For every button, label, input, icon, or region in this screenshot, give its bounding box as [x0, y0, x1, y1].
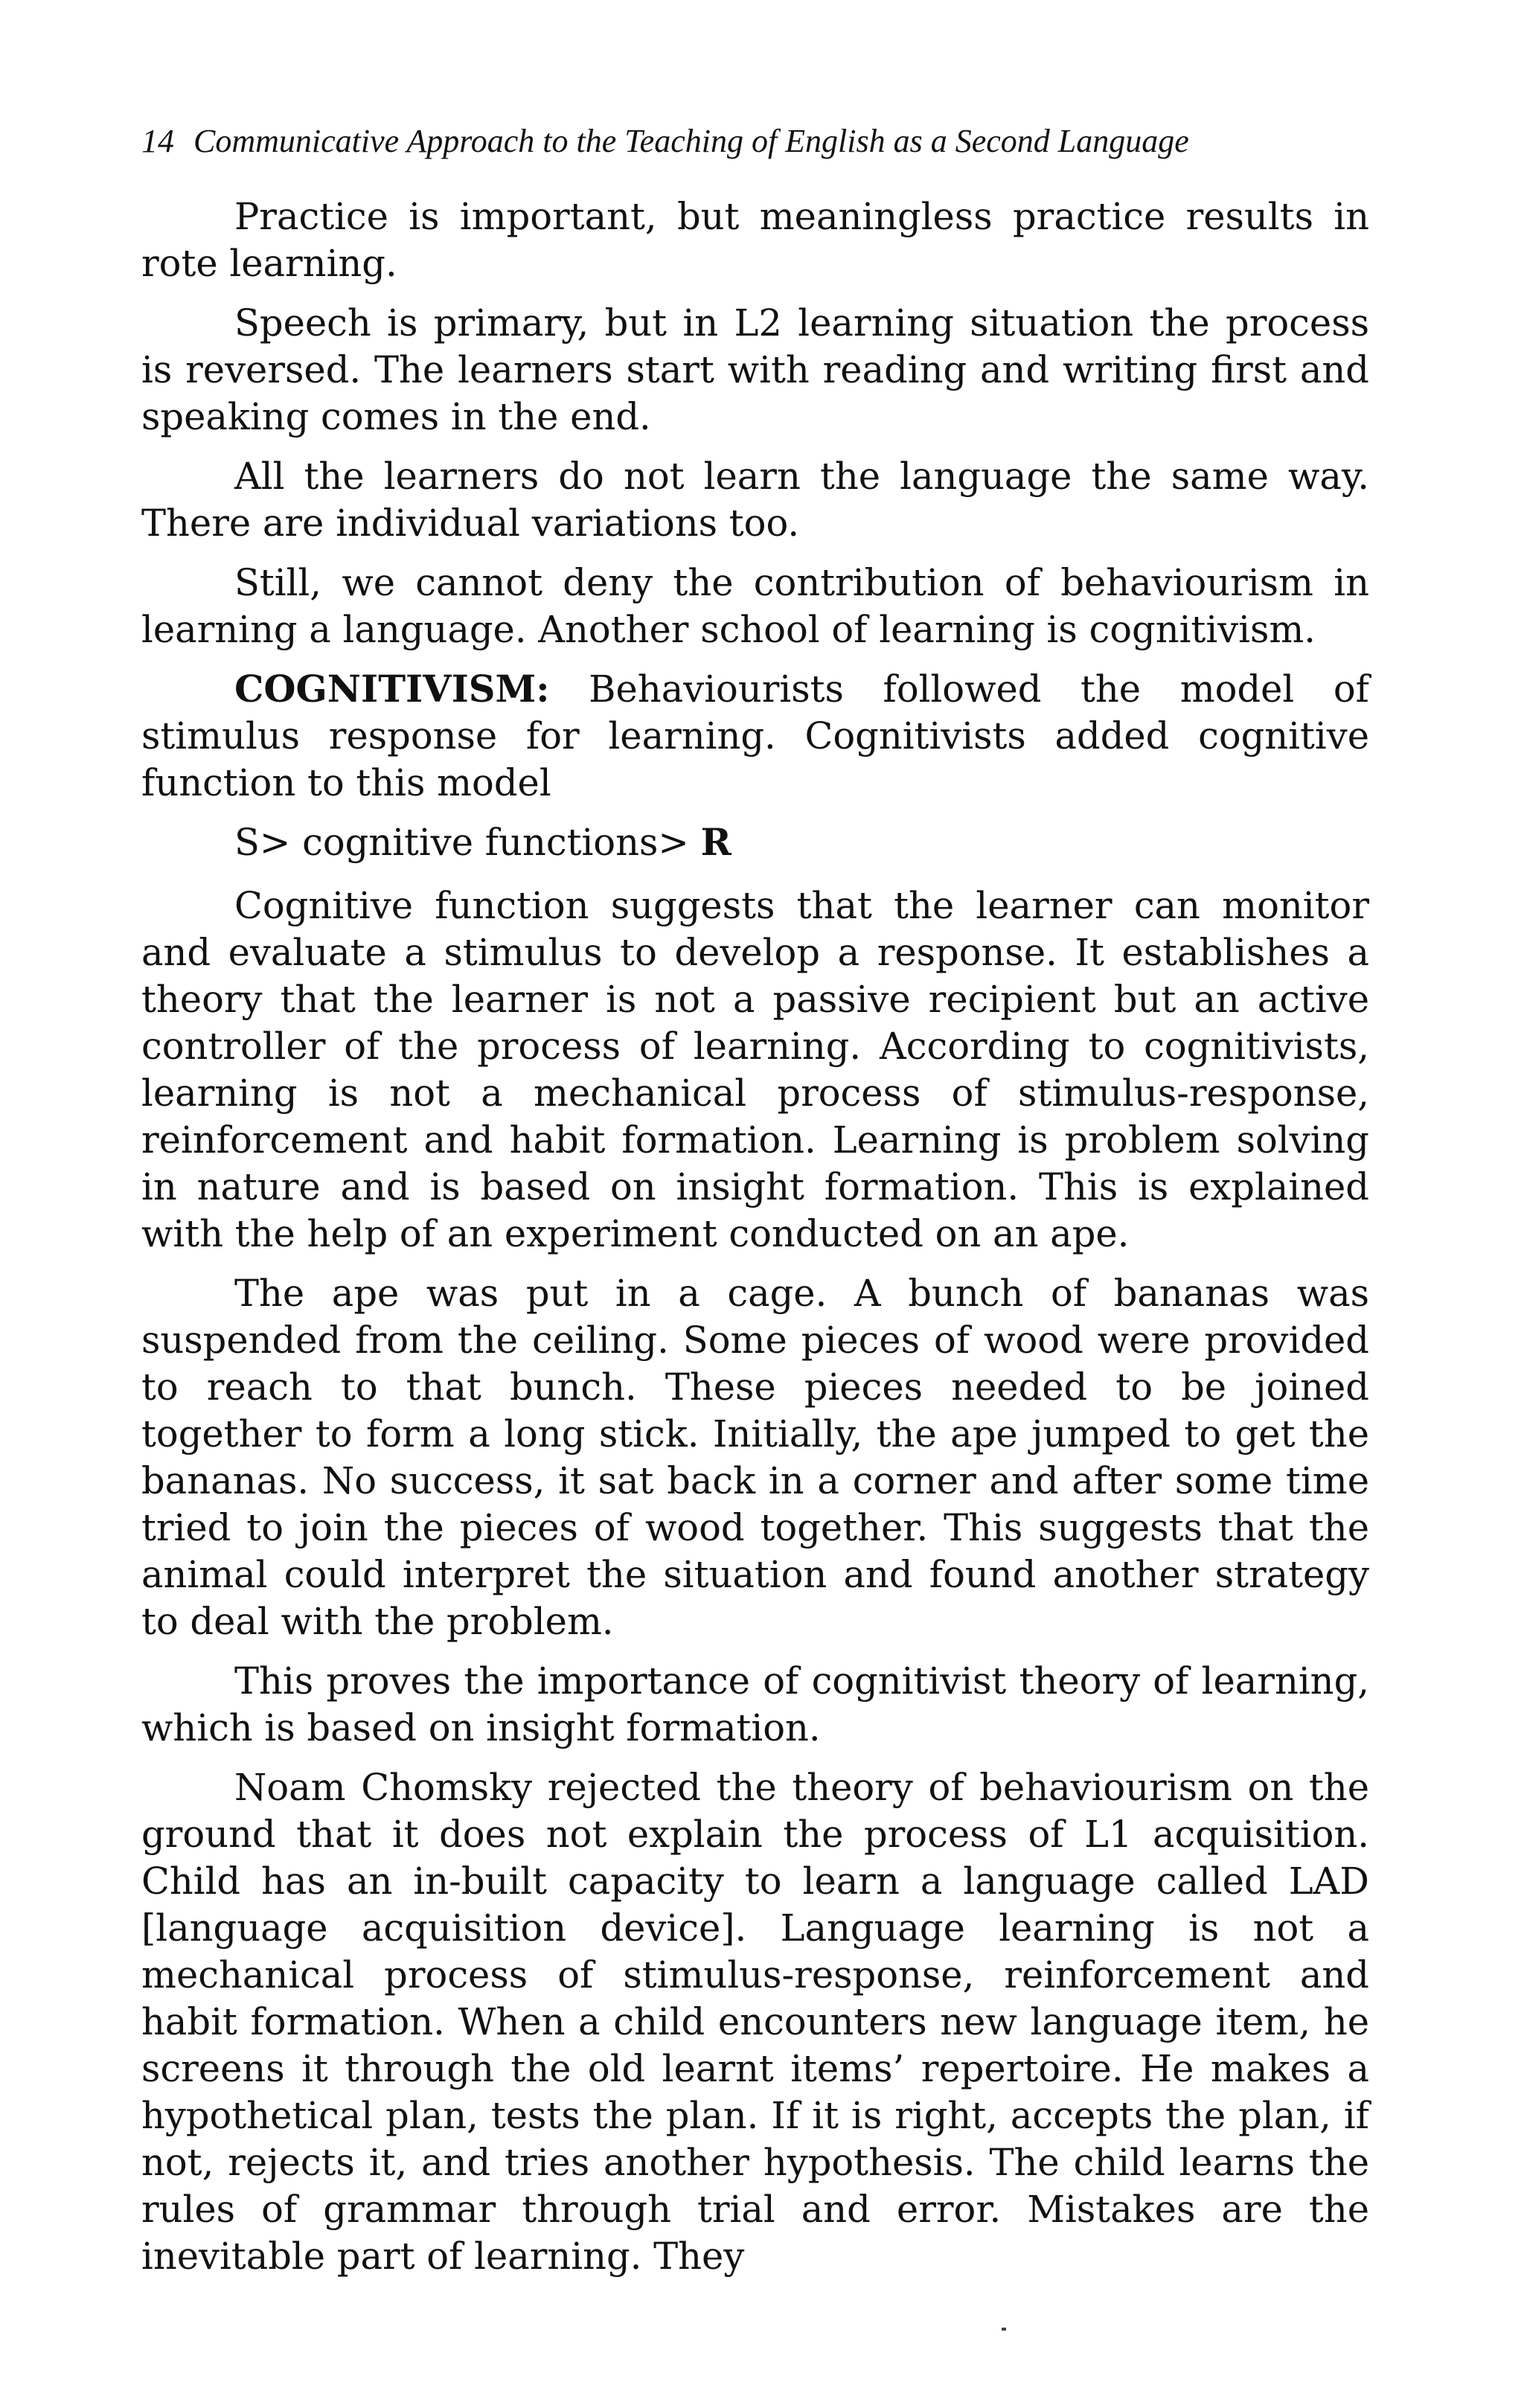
- book-page: [141, 112, 1369, 2293]
- paragraph-individual-variations: All the learners do not learn the language the same way. There are individual variations too.: [141, 455, 1369, 545]
- paragraph-behaviourism-contribution: Still, we cannot deny the contribution of behaviourism in learning a language. Another school of learning is cognitivism.: [141, 561, 1369, 651]
- formula-response: R: [700, 821, 731, 864]
- paragraph-ape-experiment: The ape was put in a cage. A bunch of bananas was suspended from the ceiling. Some pieces of wood were provided to reach to that bunch. These pieces needed to be joined together to form a long stick. Initially, the ape jumped to get the bananas. No success, it sat back in a corner and after some time tried to join the pieces of wood together. This suggests that the animal could interpret the situation and found another strategy to deal with the problem.: [141, 1272, 1369, 1643]
- paragraph-practice: Practice is important, but meaningless practice results in rote learning.: [141, 195, 1369, 285]
- paragraph-insight-formation: This proves the importance of cognitivist theory of learning, which is based on insight formation.: [141, 1659, 1369, 1749]
- formula-stimulus: S> cognitive functions>: [234, 821, 701, 864]
- paragraph-cognitivism: [141, 666, 1369, 807]
- running-head: [141, 125, 1369, 158]
- scan-speck: [1002, 2328, 1006, 2331]
- running-title: Communicative Approach to the Teaching of English as a Second Language: [193, 123, 1189, 159]
- formula-line: [141, 819, 1369, 866]
- cognitivism-definition: Behaviourists followed the model of stimulus response for learning. Cognitivists added cognitive function to this model: [141, 667, 1369, 804]
- paragraph-speech: Speech is primary, but in L2 learning situation the process is reversed. The learners start with reading and writing first and speaking comes in the end.: [141, 301, 1369, 438]
- paragraph-cognitive-function: Cognitive function suggests that the learner can monitor and evaluate a stimulus to develop a response. It establishes a theory that the learner is not a passive recipient but an active controller of the process of learning. According to cognitivists, learning is not a mechanical process of stimulus-response, reinforcement and habit formation. Learning is problem solving in nature and is based on insight formation. This is explained with the help of an experiment conducted on an ape.: [141, 884, 1369, 1255]
- cognitivism-term: COGNITIVISM:: [234, 667, 550, 711]
- page-number: 14: [141, 123, 174, 159]
- paragraph-chomsky: Noam Chomsky rejected the theory of behaviourism on the ground that it does not explain the process of L1 acquisition. Child has an in-built capacity to learn a language called LAD [language acquisition device]. Language learning is not a mechanical process of stimulus-response, reinforcement and habit formation. When a child encounters new language item, he screens it through the old learnt items’ repertoire. He makes a hypothetical plan, tests the plan. If it is right, accepts the plan, if not, rejects it, and tries another hypothesis. The child learns the rules of grammar through trial and error. Mistakes are the inevitable part of learning. They: [141, 1766, 1369, 2278]
